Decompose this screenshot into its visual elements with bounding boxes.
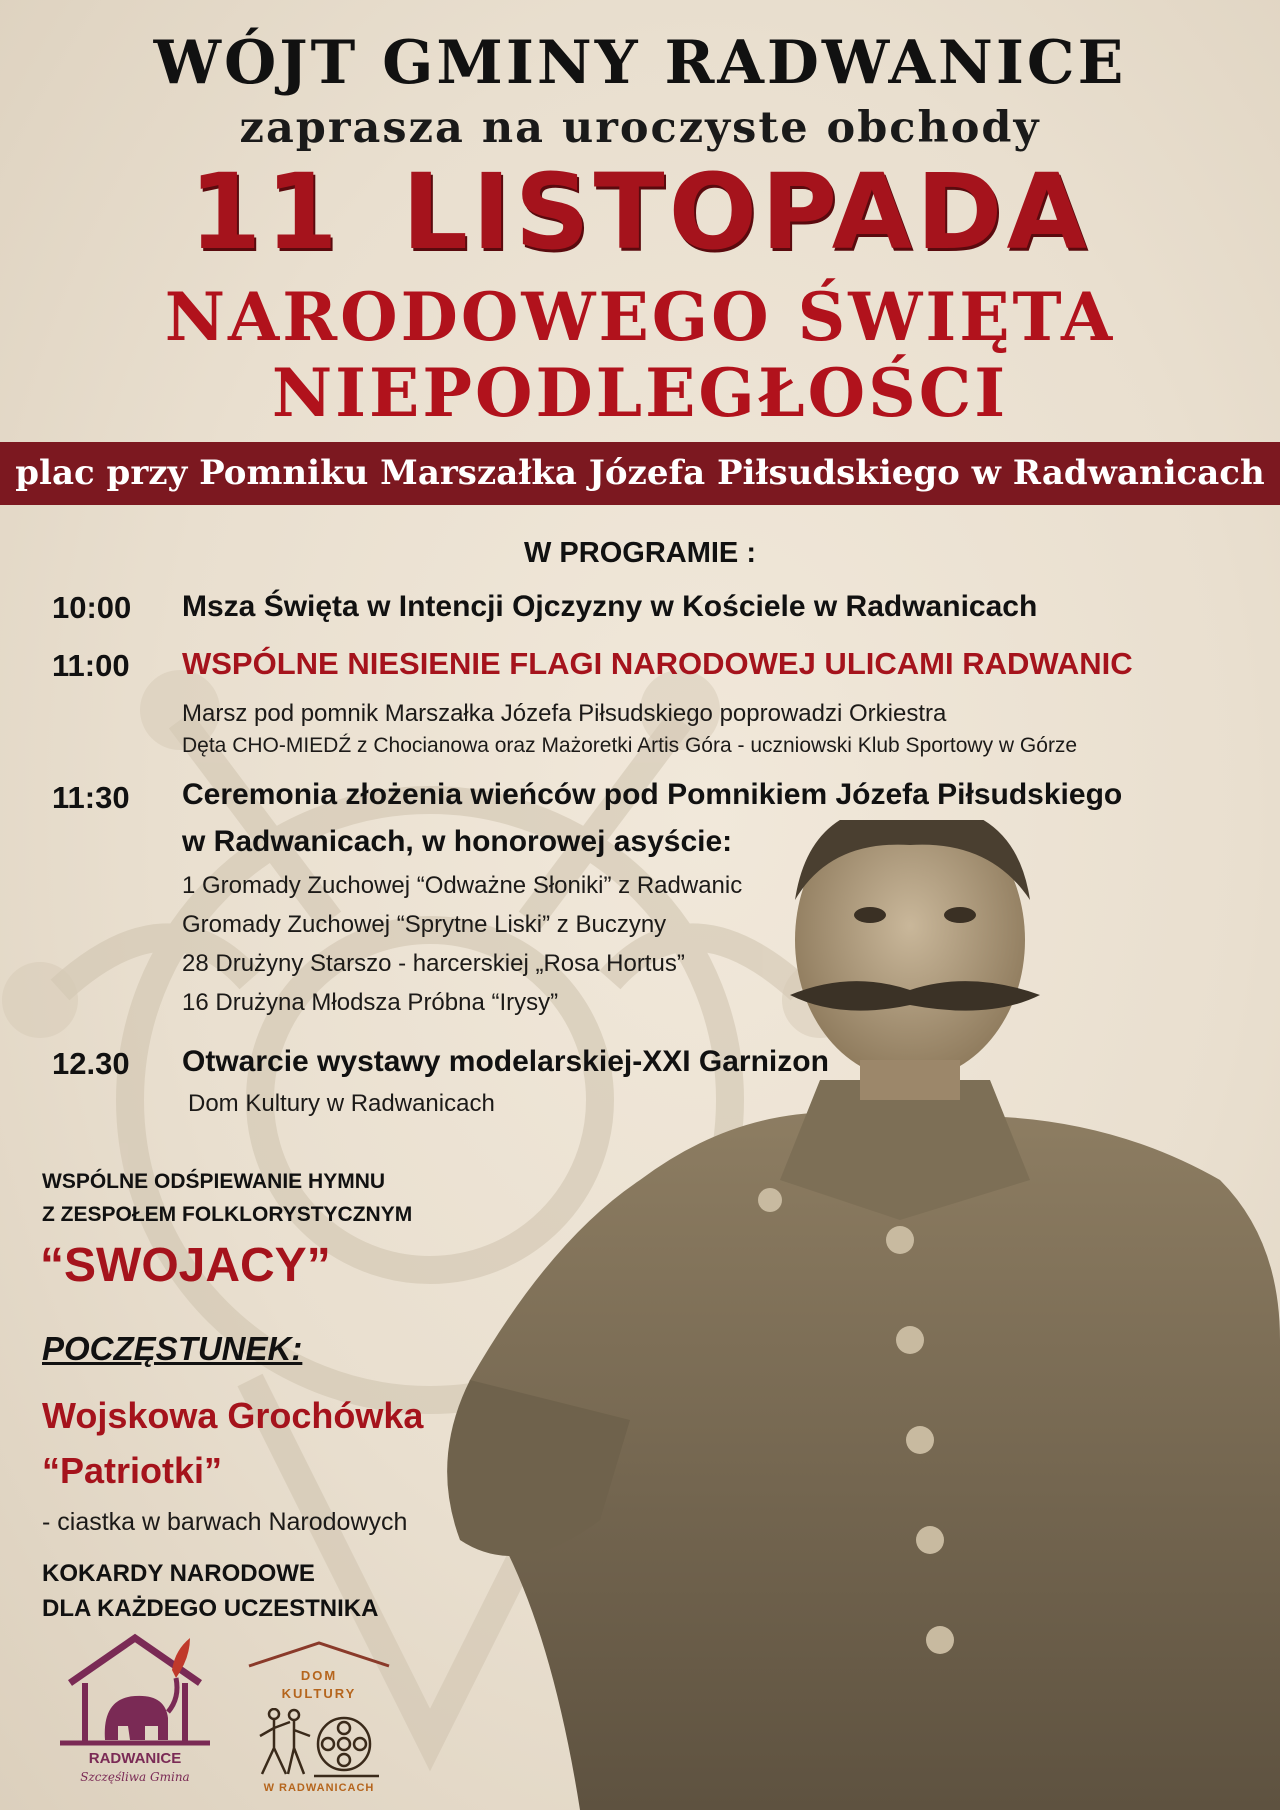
- treat-item: “Patriotki”: [42, 1450, 223, 1491]
- date-day: 11: [189, 151, 342, 273]
- program-heading: W PROGRAMIE :: [524, 537, 756, 569]
- dom-logo-line-1: DOM: [300, 1668, 338, 1683]
- treat-note: - ciastka w barwach Narodowych: [42, 1508, 408, 1536]
- event-time: 10:00: [52, 590, 132, 625]
- radwanice-logo-name: RADWANICE: [88, 1750, 182, 1767]
- holiday-line-1: NARODOWEGO ŚWIĘTA: [164, 278, 1116, 356]
- event-time: 12.30: [52, 1046, 130, 1081]
- event-description: Dom Kultury w Radwanicach: [188, 1090, 495, 1117]
- dom-kultury-logo: [244, 1640, 394, 1800]
- event-time: 11:30: [52, 780, 130, 815]
- dom-logo-line-2: KULTURY: [281, 1686, 357, 1701]
- radwanice-logo-tagline: Szczęśliwa Gmina: [80, 1770, 190, 1784]
- house-elephant-icon: [40, 1628, 220, 1748]
- dancers-film-reel-icon: [254, 1708, 384, 1780]
- escort-item: 1 Gromady Zuchowej “Odważne Słoniki” z Radwanic: [182, 872, 743, 899]
- event-description: Dęta CHO-MIEDŹ z Chocianowa oraz Mażoretki Artis Góra - uczniowski Klub Sportowy w Górze: [182, 734, 1078, 757]
- escort-item: Gromady Zuchowej “Sprytne Liski” z Buczyny: [182, 911, 667, 938]
- treat-item: Wojskowa Grochówka: [42, 1395, 424, 1436]
- treat-heading: POCZĘSTUNEK:: [42, 1330, 303, 1367]
- event-description: Marsz pod pomnik Marszałka Józefa Piłsudskiego poprowadzi Orkiestra: [182, 700, 947, 727]
- kokardy-line-2: DLA KAŻDEGO UCZESTNIKA: [42, 1595, 379, 1622]
- hymn-line-1: WSPÓLNE ODŚPIEWANIE HYMNU: [42, 1170, 386, 1193]
- kokardy-line-1: KOKARDY NARODOWE: [42, 1560, 315, 1587]
- hymn-line-2: Z ZESPOŁEM FOLKLORYSTYCZNYM: [42, 1203, 413, 1226]
- holiday-line-2: NIEPODLEGŁOŚCI: [271, 354, 1009, 432]
- event-title: WSPÓLNE NIESIENIE FLAGI NARODOWEJ ULICAMI RADWANIC: [182, 646, 1133, 681]
- event-title: Otwarcie wystawy modelarskiej-XXI Garnizon: [182, 1045, 829, 1078]
- date-month: LISTOPADA: [401, 151, 1091, 273]
- folk-group-name: “SWOJACY”: [40, 1239, 331, 1292]
- dom-logo-line-3: W RADWANICACH: [263, 1782, 375, 1794]
- event-title: Ceremonia złożenia wieńców pod Pomnikiem Józefa Piłsudskiego: [182, 778, 1123, 811]
- event-title: Msza Święta w Intencji Ojczyzny w Kościele w Radwanicach: [182, 590, 1038, 623]
- subtitle: zaprasza na uroczyste obchody: [239, 103, 1041, 153]
- main-title: WÓJT GMINY RADWANICE: [153, 28, 1127, 98]
- event-title: w Radwanicach, w honorowej asyście:: [182, 825, 733, 858]
- event-time: 11:00: [52, 648, 130, 683]
- roof-icon: [244, 1640, 394, 1668]
- escort-item: 28 Drużyny Starszo - harcerskiej „Rosa Hortus”: [182, 950, 685, 977]
- escort-item: 16 Drużyna Młodsza Próbna “Irysy”: [182, 989, 559, 1016]
- date-heading: [0, 151, 1280, 273]
- location-bar: plac przy Pomniku Marszałka Józefa Piłsudskiego w Radwanicach: [0, 442, 1280, 505]
- radwanice-logo: [40, 1628, 220, 1798]
